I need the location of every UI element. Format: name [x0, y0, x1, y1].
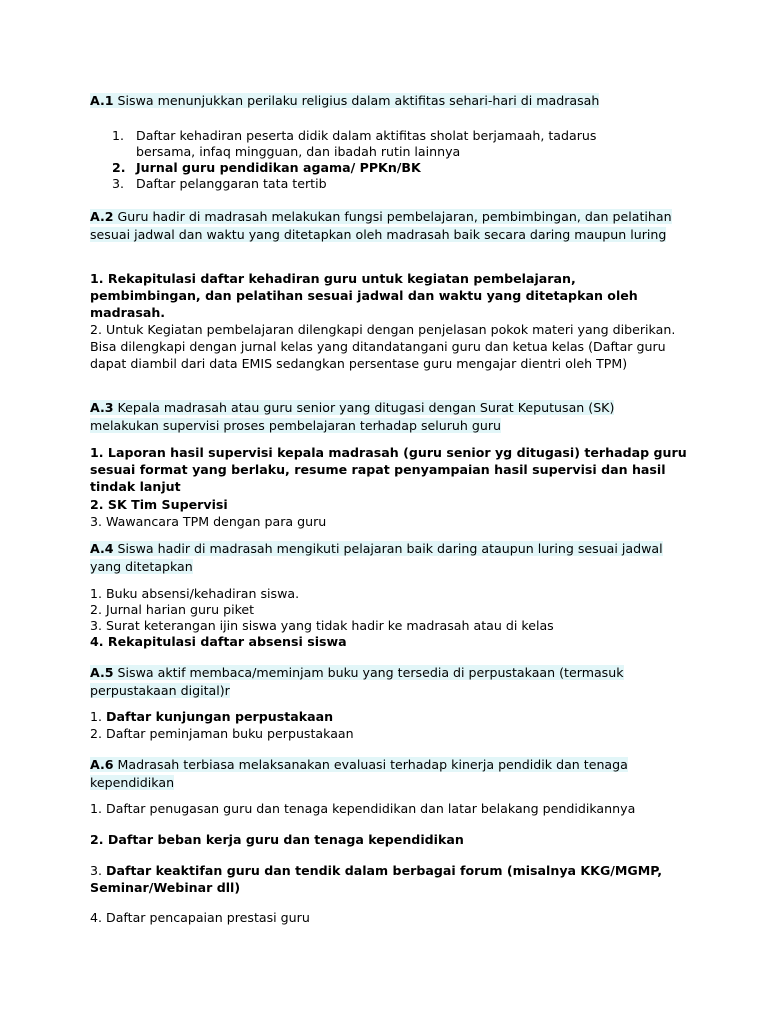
- evidence-item: 2. Jurnal harian guru piket: [90, 602, 255, 617]
- section-a4-heading: [90, 540, 680, 575]
- evidence-item: 1. Buku absensi/kehadiran siswa.: [90, 586, 300, 601]
- evidence-item: [90, 708, 690, 725]
- list-item-text: Jurnal guru pendidikan agama/ PPKn/BK: [136, 160, 421, 175]
- list-item: [90, 160, 650, 176]
- section-label: A.2: [90, 209, 114, 224]
- section-a1-heading: [90, 92, 680, 110]
- list-item-number: 2.: [112, 160, 126, 175]
- section-a1-list: [90, 128, 650, 192]
- section-text: Kepala madrasah atau guru senior yang ditugasi dengan Surat Keputusan (SK) melakukan supervisi proses pembelajaran terhadap seluruh guru: [90, 400, 615, 433]
- section-a6-heading: [90, 756, 680, 791]
- section-text: Guru hadir di madrasah melakukan fungsi pembelajaran, pembimbingan, dan pelatihan sesuai jadwal dan waktu yang ditetapkan oleh madrasah baik secara daring maupun luring: [90, 209, 672, 242]
- evidence-item: 1. Rekapitulasi daftar kehadiran guru untuk kegiatan pembelajaran, pembimbingan, dan pelatihan sesuai jadwal dan waktu yang ditetapkan oleh madrasah.: [90, 271, 638, 320]
- evidence-item: 3. Wawancara TPM dengan para guru: [90, 514, 327, 529]
- section-label: A.3: [90, 400, 114, 415]
- section-text: Siswa aktif membaca/meminjam buku yang tersedia di perpustakaan (termasuk perpustakaan digital)r: [90, 665, 624, 698]
- section-text: Madrasah terbiasa melaksanakan evaluasi terhadap kinerja pendidik dan tenaga kependidikan: [90, 757, 628, 790]
- item-number: 1.: [90, 709, 107, 724]
- list-item-text: Daftar pelanggaran tata tertib: [136, 176, 327, 191]
- list-item-number: 3.: [112, 176, 125, 191]
- section-label: A.1: [90, 93, 114, 108]
- evidence-item: 4. Daftar pencapaian prestasi guru: [90, 910, 310, 925]
- evidence-item: 1. Laporan hasil supervisi kepala madrasah (guru senior yg ditugasi) terhadap guru sesuai format yang berlaku, resume rapat penyampaian hasil supervisi dan hasil tindak lanjut: [90, 445, 687, 494]
- section-a2-heading: [90, 208, 680, 243]
- section-a5-heading: [90, 664, 680, 699]
- evidence-item: 2. SK Tim Supervisi: [90, 497, 228, 512]
- evidence-item: 1. Daftar penugasan guru dan tenaga kependidikan dan latar belakang pendidikannya: [90, 801, 636, 816]
- evidence-item: 3. Surat keterangan ijin siswa yang tidak hadir ke madrasah atau di kelas: [90, 618, 554, 633]
- section-text: Siswa hadir di madrasah mengikuti pelajaran baik daring ataupun luring sesuai jadwal yang ditetapkan: [90, 541, 663, 574]
- evidence-item: 2. Daftar beban kerja guru dan tenaga kependidikan: [90, 832, 464, 847]
- item-number: 3.: [90, 863, 107, 878]
- evidence-item: [90, 862, 690, 896]
- list-item: [90, 128, 650, 160]
- section-label: A.4: [90, 541, 114, 556]
- section-a3-heading: [90, 399, 680, 434]
- evidence-item: 2. Daftar peminjaman buku perpustakaan: [90, 726, 354, 741]
- list-item: [90, 176, 650, 192]
- list-item-number: 1.: [112, 128, 125, 143]
- list-item-text: Daftar kehadiran peserta didik dalam aktifitas sholat berjamaah, tadarus bersama, infaq mingguan, dan ibadah rutin lainnya: [136, 128, 597, 159]
- section-label: A.5: [90, 665, 114, 680]
- section-label: A.6: [90, 757, 114, 772]
- section-text: Siswa menunjukkan perilaku religius dalam aktifitas sehari-hari di madrasah: [117, 93, 600, 108]
- item-text: Daftar keaktifan guru dan tendik dalam berbagai forum (misalnya KKG/MGMP, Seminar/Webinar dll): [90, 863, 662, 895]
- evidence-item: 4. Rekapitulasi daftar absensi siswa: [90, 634, 347, 649]
- evidence-item: 2. Untuk Kegiatan pembelajaran dilengkapi dengan penjelasan pokok materi yang diberikan. Bisa dilengkapi dengan jurnal kelas yang ditandatangani guru dan ketua kelas (Daftar guru dapat diambil dari data EMIS sedangkan persentase guru mengajar dientri oleh TPM): [90, 322, 676, 371]
- item-text: Daftar kunjungan perpustakaan: [106, 709, 334, 724]
